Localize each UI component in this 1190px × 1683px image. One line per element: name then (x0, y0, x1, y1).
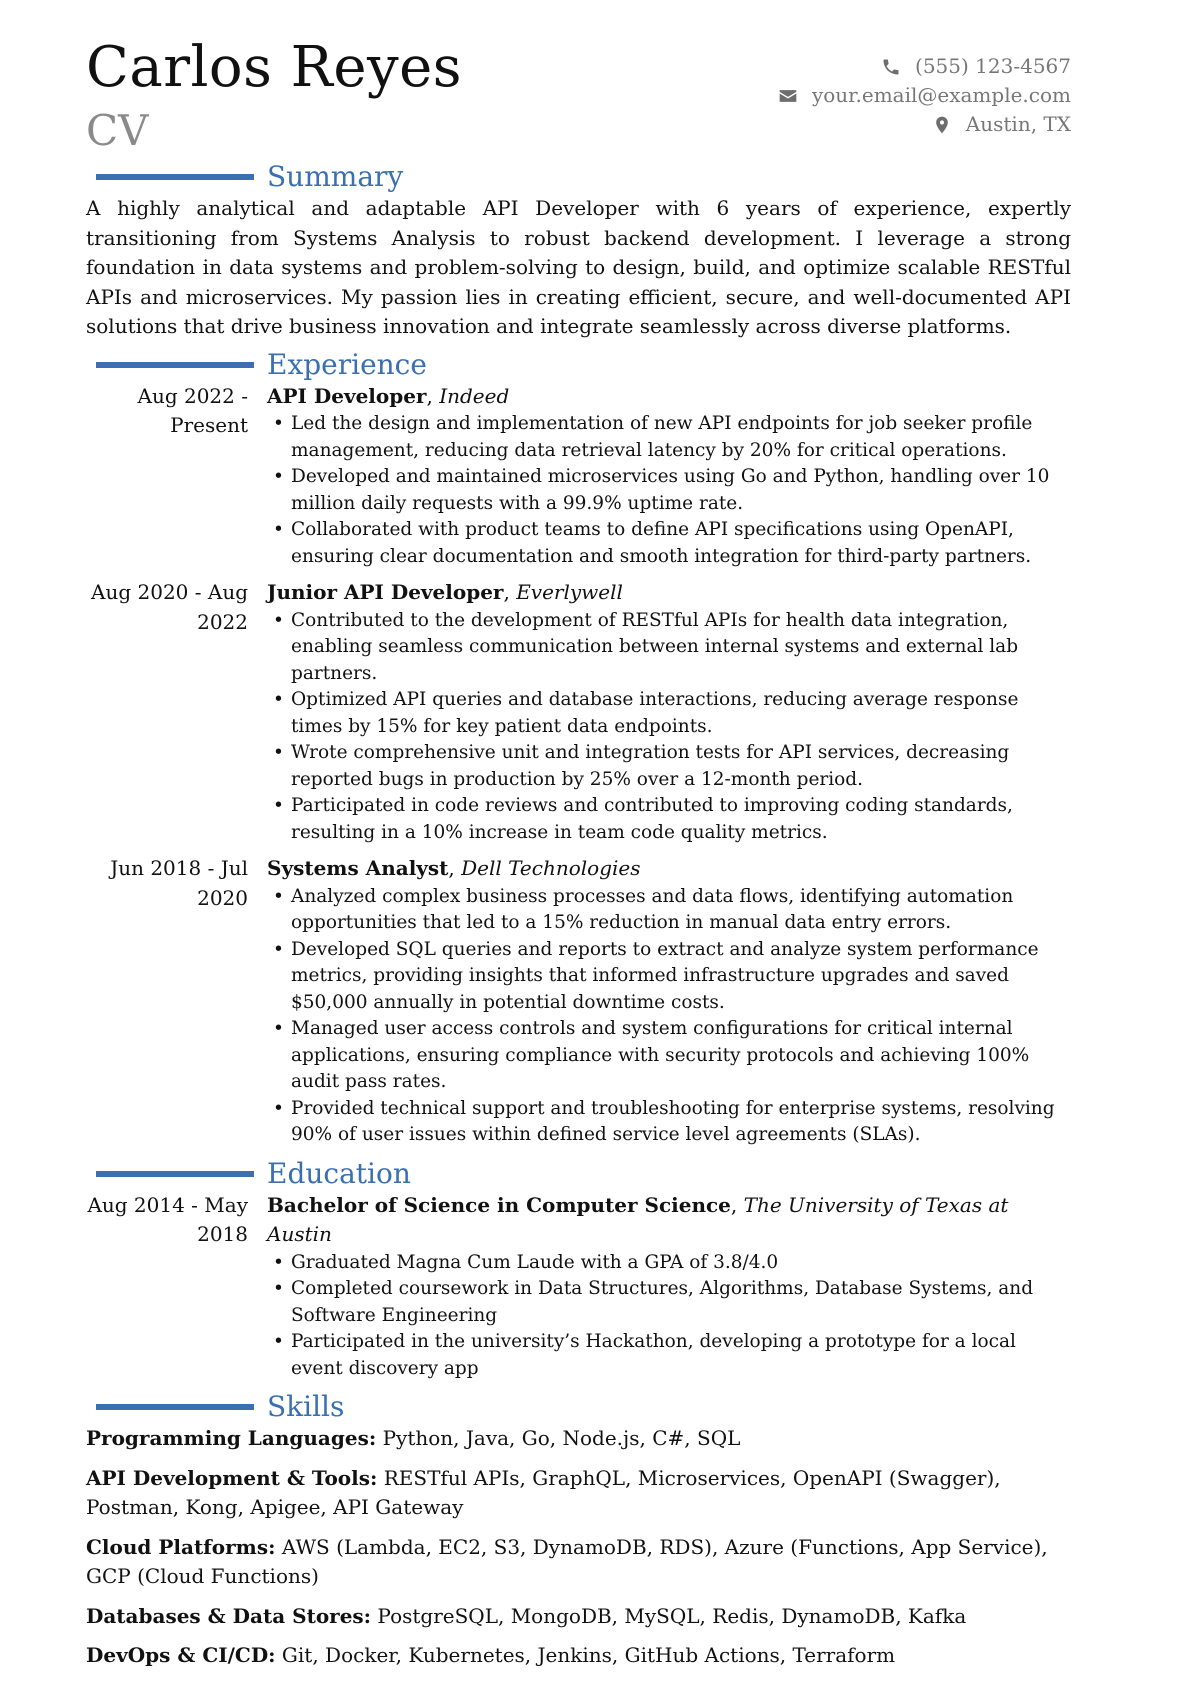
contact-phone (778, 52, 1071, 81)
skill-values: PostgreSQL, MongoDB, MySQL, Redis, DynamoDB, Kafka (377, 1603, 967, 1628)
section-accent-bar (96, 1404, 254, 1410)
skill-category: Cloud Platforms: (86, 1534, 276, 1559)
section-title-education: Education (267, 1156, 411, 1190)
skill-row (86, 1424, 1071, 1454)
entry-bullet: • Contributed to the development of RESTful APIs for health data integration, enabling seamless communication between internal systems and external lab partners. (267, 608, 1071, 688)
entry-dates: Aug 2020 - Aug 2022 (91, 580, 248, 634)
contact-email[interactable] (778, 81, 1071, 110)
section-accent-bar (96, 1171, 254, 1177)
entry-title: Systems Analyst (267, 856, 449, 880)
contact-block (778, 52, 1071, 139)
section-title-experience: Experience (267, 347, 427, 381)
skill-category: API Development & Tools: (86, 1465, 378, 1490)
experience-list (86, 382, 1071, 1149)
entry-bullet: • Managed user access controls and system configurations for critical internal applications, ensuring compliance with security protocols and achieving 100% audit pass rates. (267, 1016, 1071, 1096)
entry-heading: API Developer, Indeed (267, 383, 510, 408)
summary-paragraph: A highly analytical and adaptable API Developer with 6 years of experience, expertly transitioning from Systems Analysis to robust backend development. I leverage a strong foundation in data systems and problem-solving to design, build, and optimize scalable RESTful APIs and microservices. My passion lies in creating efficient, secure, and well-documented API solutions that drive business innovation and integrate seamlessly across diverse platforms. (86, 196, 1071, 338)
entry-bullet: • Completed coursework in Data Structures, Algorithms, Database Systems, and Software Engineering (267, 1276, 1071, 1329)
entry-title: Junior API Developer (267, 580, 504, 604)
entry-dates: Jun 2018 - Jul 2020 (110, 856, 248, 910)
education-entry (86, 1191, 1071, 1383)
document-subtitle: CV (86, 106, 149, 155)
skill-category: Programming Languages: (86, 1426, 377, 1450)
entry-body (267, 854, 1071, 1149)
entry-bullet: • Led the design and implementation of new API endpoints for job seeker profile management, reducing data retrieval latency by 20% for critical operations. (267, 411, 1071, 464)
entry-body (267, 1191, 1071, 1383)
skill-values: Python, Java, Go, Node.js, C#, SQL (382, 1426, 741, 1450)
skill-values: Git, Docker, Kubernetes, Jenkins, GitHub Actions, Terraform (281, 1643, 896, 1667)
entry-bullet: • Graduated Magna Cum Laude with a GPA of 3.8/4.0 (267, 1250, 1071, 1277)
skill-row (86, 1602, 1071, 1632)
section-education-header (86, 1157, 1071, 1191)
section-summary-header (86, 160, 1071, 194)
section-title-summary: Summary (267, 160, 404, 193)
entry-bullet: • Participated in the university’s Hackathon, developing a prototype for a local event discovery app (267, 1329, 1071, 1382)
experience-entry (86, 578, 1071, 846)
contact-location (778, 110, 1071, 139)
entry-bullet-list (267, 608, 1071, 847)
experience-entry (86, 382, 1071, 571)
entry-bullet: • Developed SQL queries and reports to extract and analyze system performance metrics, providing insights that informed infrastructure upgrades and saved $50,000 annually in potential downtime costs. (267, 937, 1071, 1017)
skills-list (86, 1424, 1071, 1671)
entry-bullet: • Collaborated with product teams to define API specifications using OpenAPI, ensuring clear documentation and smooth integration for third-party partners. (267, 517, 1071, 570)
entry-bullet-list (267, 1250, 1071, 1383)
section-accent-bar (96, 174, 254, 180)
entry-dates: Aug 2022 - Present (137, 383, 248, 437)
entry-heading: Junior API Developer, Everlywell (267, 580, 623, 604)
phone-number: (555) 123-4567 (915, 54, 1071, 78)
entry-bullet: • Wrote comprehensive unit and integration tests for API services, decreasing reported bugs in production by 25% over a 12-month period. (267, 740, 1071, 793)
skill-category: Databases & Data Stores: (86, 1603, 372, 1628)
entry-organization: Everlywell (516, 580, 623, 604)
entry-body (267, 382, 1071, 571)
education-list (86, 1191, 1071, 1383)
skill-values: AWS (Lambda, EC2, S3, DynamoDB, RDS), Azure (Functions, App Service), GCP (Cloud Functions) (86, 1534, 1048, 1588)
entry-organization: Dell Technologies (461, 856, 641, 880)
email-address[interactable]: your.email@example.com (811, 83, 1071, 107)
entry-bullet: • Optimized API queries and database interactions, reducing average response times by 15% for key patient data endpoints. (267, 687, 1071, 740)
skill-values: RESTful APIs, GraphQL, Microservices, OpenAPI (Swagger), Postman, Kong, Apigee, API Gateway (86, 1465, 1001, 1519)
entry-heading: Bachelor of Science in Computer Science, The University of Texas at Austin (267, 1192, 1009, 1246)
skill-row (86, 1464, 1071, 1523)
skill-row (86, 1533, 1071, 1592)
entry-title: Bachelor of Science in Computer Science (267, 1192, 731, 1217)
entry-bullet: • Participated in code reviews and contributed to improving coding standards, resulting in a 10% increase in team code quality metrics. (267, 793, 1071, 846)
experience-entry (86, 854, 1071, 1149)
cv-header (86, 0, 1071, 160)
entry-bullet-list (267, 411, 1071, 570)
entry-title: API Developer (267, 383, 427, 408)
entry-bullet: • Provided technical support and troubleshooting for enterprise systems, resolving 90% of user issues within defined service level agreements (SLAs). (267, 1096, 1071, 1149)
person-name: Carlos Reyes (86, 35, 462, 100)
entry-heading: Systems Analyst, Dell Technologies (267, 856, 641, 880)
entry-bullet: • Analyzed complex business processes and data flows, identifying automation opportunities that led to a 15% reduction in manual data entry errors. (267, 884, 1071, 937)
entry-organization: Indeed (439, 383, 510, 408)
section-skills-header (86, 1390, 1071, 1424)
location-text: Austin, TX (965, 112, 1071, 136)
section-title-skills: Skills (267, 1390, 345, 1423)
skill-category: DevOps & CI/CD: (86, 1643, 276, 1667)
entry-body (267, 578, 1071, 846)
section-accent-bar (96, 362, 254, 368)
entry-dates: Aug 2014 - May 2018 (87, 1192, 248, 1246)
section-experience-header (86, 348, 1071, 382)
entry-bullet: • Developed and maintained microservices using Go and Python, handling over 10 million daily requests with a 99.9% uptime rate. (267, 464, 1071, 517)
entry-organization: The University of Texas at Austin (267, 1192, 1009, 1246)
map-marker-icon (932, 115, 954, 135)
skill-row (86, 1641, 1071, 1671)
entry-bullet-list (267, 884, 1071, 1149)
envelope-icon (778, 86, 800, 106)
phone-icon (881, 57, 903, 77)
